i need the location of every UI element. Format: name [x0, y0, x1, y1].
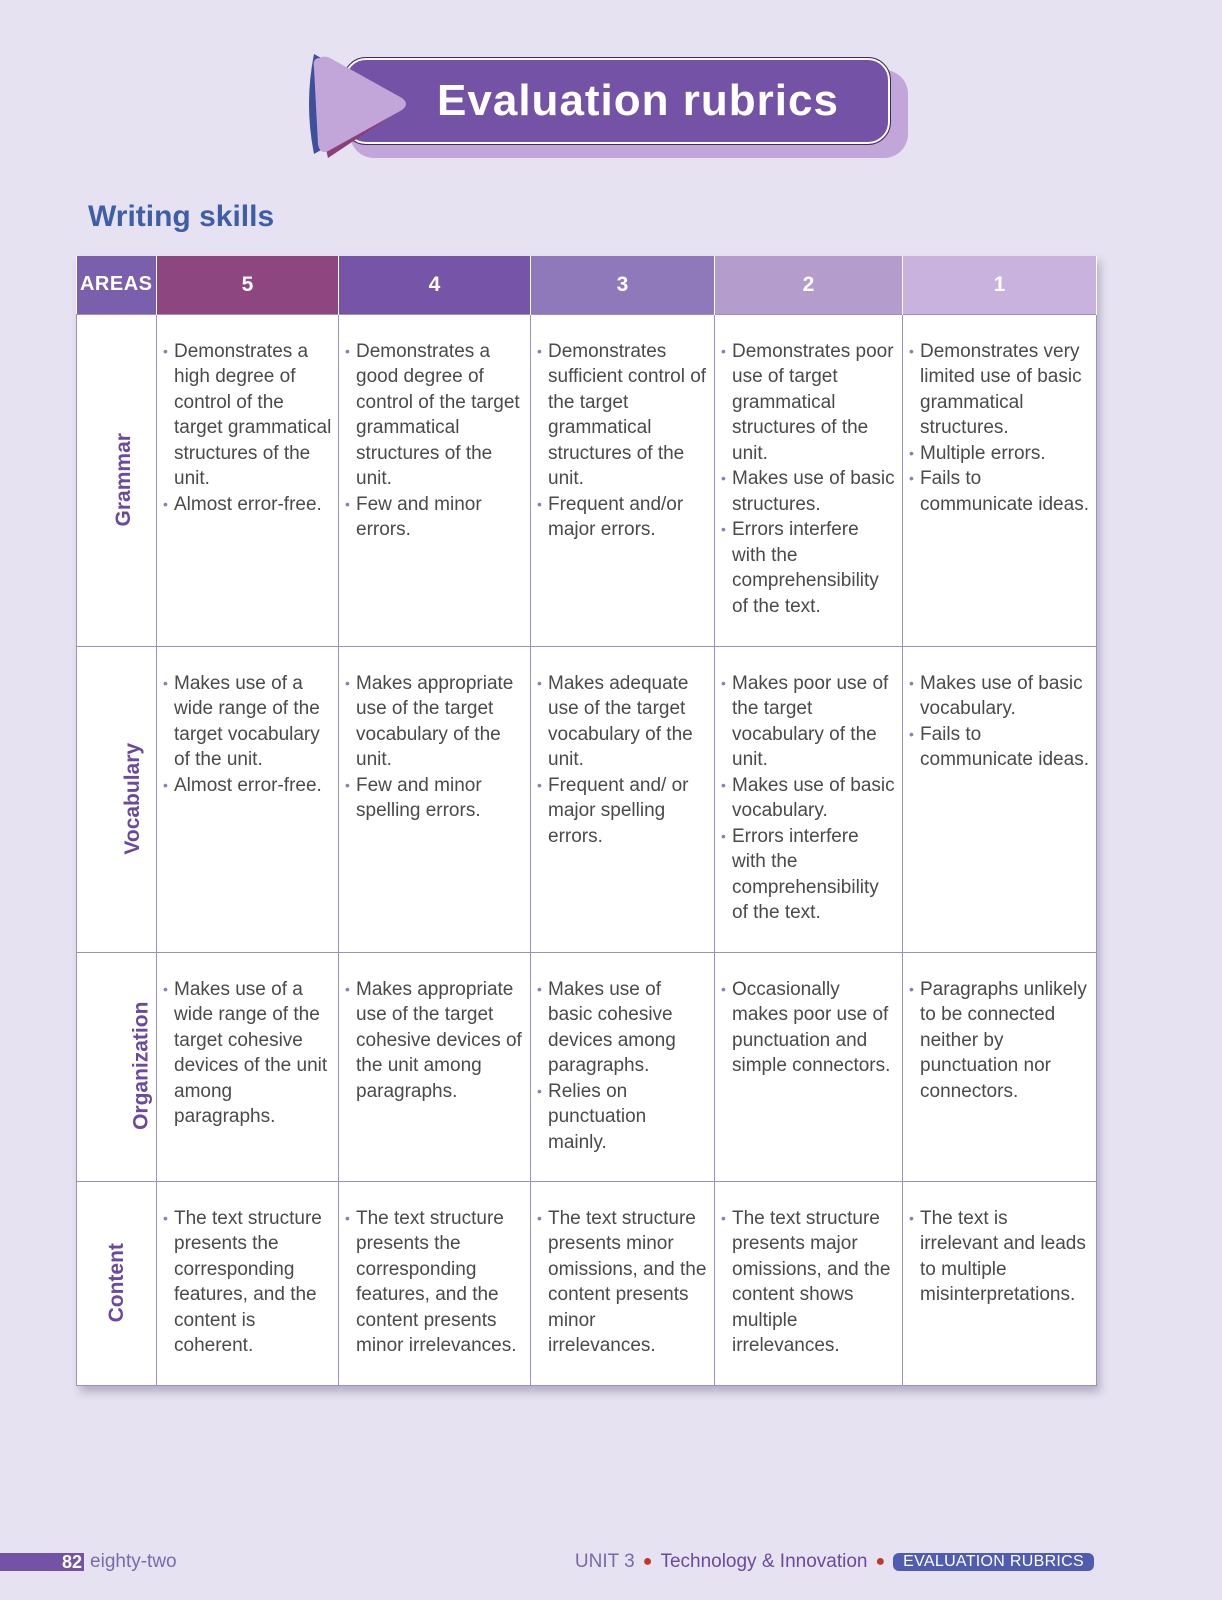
rubric-cell: [531, 646, 715, 952]
table-row-organization: [77, 952, 1097, 1181]
criterion-item: • The text structure presents major omissions, and the content shows multiple irrelevances.: [721, 1206, 896, 1359]
criterion-item: • The text structure presents the corresponding features, and the content is coherent.: [163, 1206, 332, 1359]
criterion-item: • Errors interfere with the comprehensibility of the text.: [721, 824, 896, 926]
rubric-cell: [903, 1181, 1097, 1385]
criterion-item: • Fails to communicate ideas.: [909, 722, 1090, 773]
rubric-cell: [715, 314, 903, 646]
criterion-item: • Demonstrates poor use of target grammatical structures of the unit.: [721, 339, 896, 467]
criterion-item: • Makes use of basic cohesive devices among paragraphs.: [537, 977, 708, 1079]
criterion-item: • The text is irrelevant and leads to multiple misinterpretations.: [909, 1206, 1090, 1308]
criterion-item: • Fails to communicate ideas.: [909, 466, 1090, 517]
bullet-dot-icon: ●: [875, 1553, 886, 1570]
rubric-cell: [339, 952, 531, 1181]
criterion-item: • Occasionally makes poor use of punctuation and simple connectors.: [721, 977, 896, 1079]
criterion-item: • Multiple errors.: [909, 441, 1090, 467]
rubric-table: [76, 256, 1096, 1386]
page-number-words: eighty-two: [90, 1551, 177, 1572]
criterion-item: • Makes use of a wide range of the target vocabulary of the unit.: [163, 671, 332, 773]
criterion-item: • Makes use of basic vocabulary.: [721, 773, 896, 824]
criterion-item: • Almost error-free.: [163, 492, 332, 518]
criterion-item: • Frequent and/or major errors.: [537, 492, 708, 543]
area-label-content: Content: [104, 1242, 128, 1323]
rubric-cell: [903, 952, 1097, 1181]
footer-topic: Technology & Innovation: [660, 1551, 868, 1572]
rubric-cell: [157, 952, 339, 1181]
criterion-item: • Demonstrates sufficient control of the target grammatical structures of the unit.: [537, 339, 708, 492]
criterion-item: • The text structure presents minor omissions, and the content presents minor irrelevances.: [537, 1206, 708, 1359]
section-title: Writing skills: [88, 200, 275, 233]
header-score-1: 1: [903, 256, 1097, 314]
area-cell: [77, 1181, 157, 1385]
criterion-item: • Errors interfere with the comprehensibility of the text.: [721, 517, 896, 619]
rubric-cell: [531, 1181, 715, 1385]
table-row-content: [77, 1181, 1097, 1385]
table-row-grammar: [77, 314, 1097, 646]
area-cell: [77, 646, 157, 952]
rubric-cell: [339, 646, 531, 952]
table-row-vocabulary: [77, 646, 1097, 952]
page-title: Evaluation rubrics: [437, 76, 839, 125]
table-header-row: [77, 256, 1097, 314]
header-score-5: 5: [157, 256, 339, 314]
rubric-cell: [339, 314, 531, 646]
criterion-item: • Almost error-free.: [163, 773, 332, 799]
rubric-cell: [339, 1181, 531, 1385]
rubric-cell: [531, 314, 715, 646]
area-cell: [77, 314, 157, 646]
criterion-item: • Makes use of a wide range of the target cohesive devices of the unit among paragraphs.: [163, 977, 332, 1130]
rubric-cell: [531, 952, 715, 1181]
footer-page-info: [0, 1552, 177, 1572]
criterion-item: • Demonstrates very limited use of basic grammatical structures.: [909, 339, 1090, 441]
criterion-item: • The text structure presents the corresponding features, and the content presents minor irrelevances.: [345, 1206, 524, 1359]
title-banner: [306, 52, 906, 162]
rubric-cell: [157, 314, 339, 646]
rubric-cell: [715, 952, 903, 1181]
rubric-cell: [715, 1181, 903, 1385]
criterion-item: • Demonstrates a good degree of control of the target grammatical structures of the unit.: [345, 339, 524, 492]
footer-unit-info: [575, 1551, 1094, 1573]
page-bar: [0, 1553, 62, 1571]
criterion-item: • Relies on punctuation mainly.: [537, 1079, 708, 1156]
criterion-item: • Makes poor use of the target vocabulary of the unit.: [721, 671, 896, 773]
criterion-item: • Frequent and/ or major spelling errors.: [537, 773, 708, 850]
rubric-cell: [157, 646, 339, 952]
header-score-2: 2: [715, 256, 903, 314]
area-label-vocabulary: Vocabulary: [121, 742, 145, 855]
criterion-item: • Makes use of basic structures.: [721, 466, 896, 517]
header-score-4: 4: [339, 256, 531, 314]
rubric-cell: [903, 646, 1097, 952]
area-label-grammar: Grammar: [111, 432, 135, 527]
criterion-item: • Makes appropriate use of the target vocabulary of the unit.: [345, 671, 524, 773]
bullet-dot-icon: ●: [642, 1553, 653, 1570]
criterion-item: • Few and minor errors.: [345, 492, 524, 543]
criterion-item: • Few and minor spelling errors.: [345, 773, 524, 824]
rubric-cell: [157, 1181, 339, 1385]
area-label-organization: Organization: [129, 1001, 153, 1131]
rubric-cell: [715, 646, 903, 952]
page-number: 82: [62, 1552, 83, 1572]
header-areas: AREAS: [77, 256, 157, 314]
criterion-item: • Makes adequate use of the target vocabulary of the unit.: [537, 671, 708, 773]
criterion-item: • Demonstrates a high degree of control of the target grammatical structures of the unit.: [163, 339, 332, 492]
criterion-item: • Makes appropriate use of the target cohesive devices of the unit among paragraphs.: [345, 977, 524, 1105]
header-score-3: 3: [531, 256, 715, 314]
area-cell: [77, 952, 157, 1181]
footer-unit: UNIT 3: [574, 1551, 635, 1572]
criterion-item: • Makes use of basic vocabulary.: [909, 671, 1090, 722]
footer-section-tag: EVALUATION RUBRICS: [893, 1553, 1094, 1571]
rubric-cell: [903, 314, 1097, 646]
criterion-item: • Paragraphs unlikely to be connected neither by punctuation nor connectors.: [909, 977, 1090, 1105]
